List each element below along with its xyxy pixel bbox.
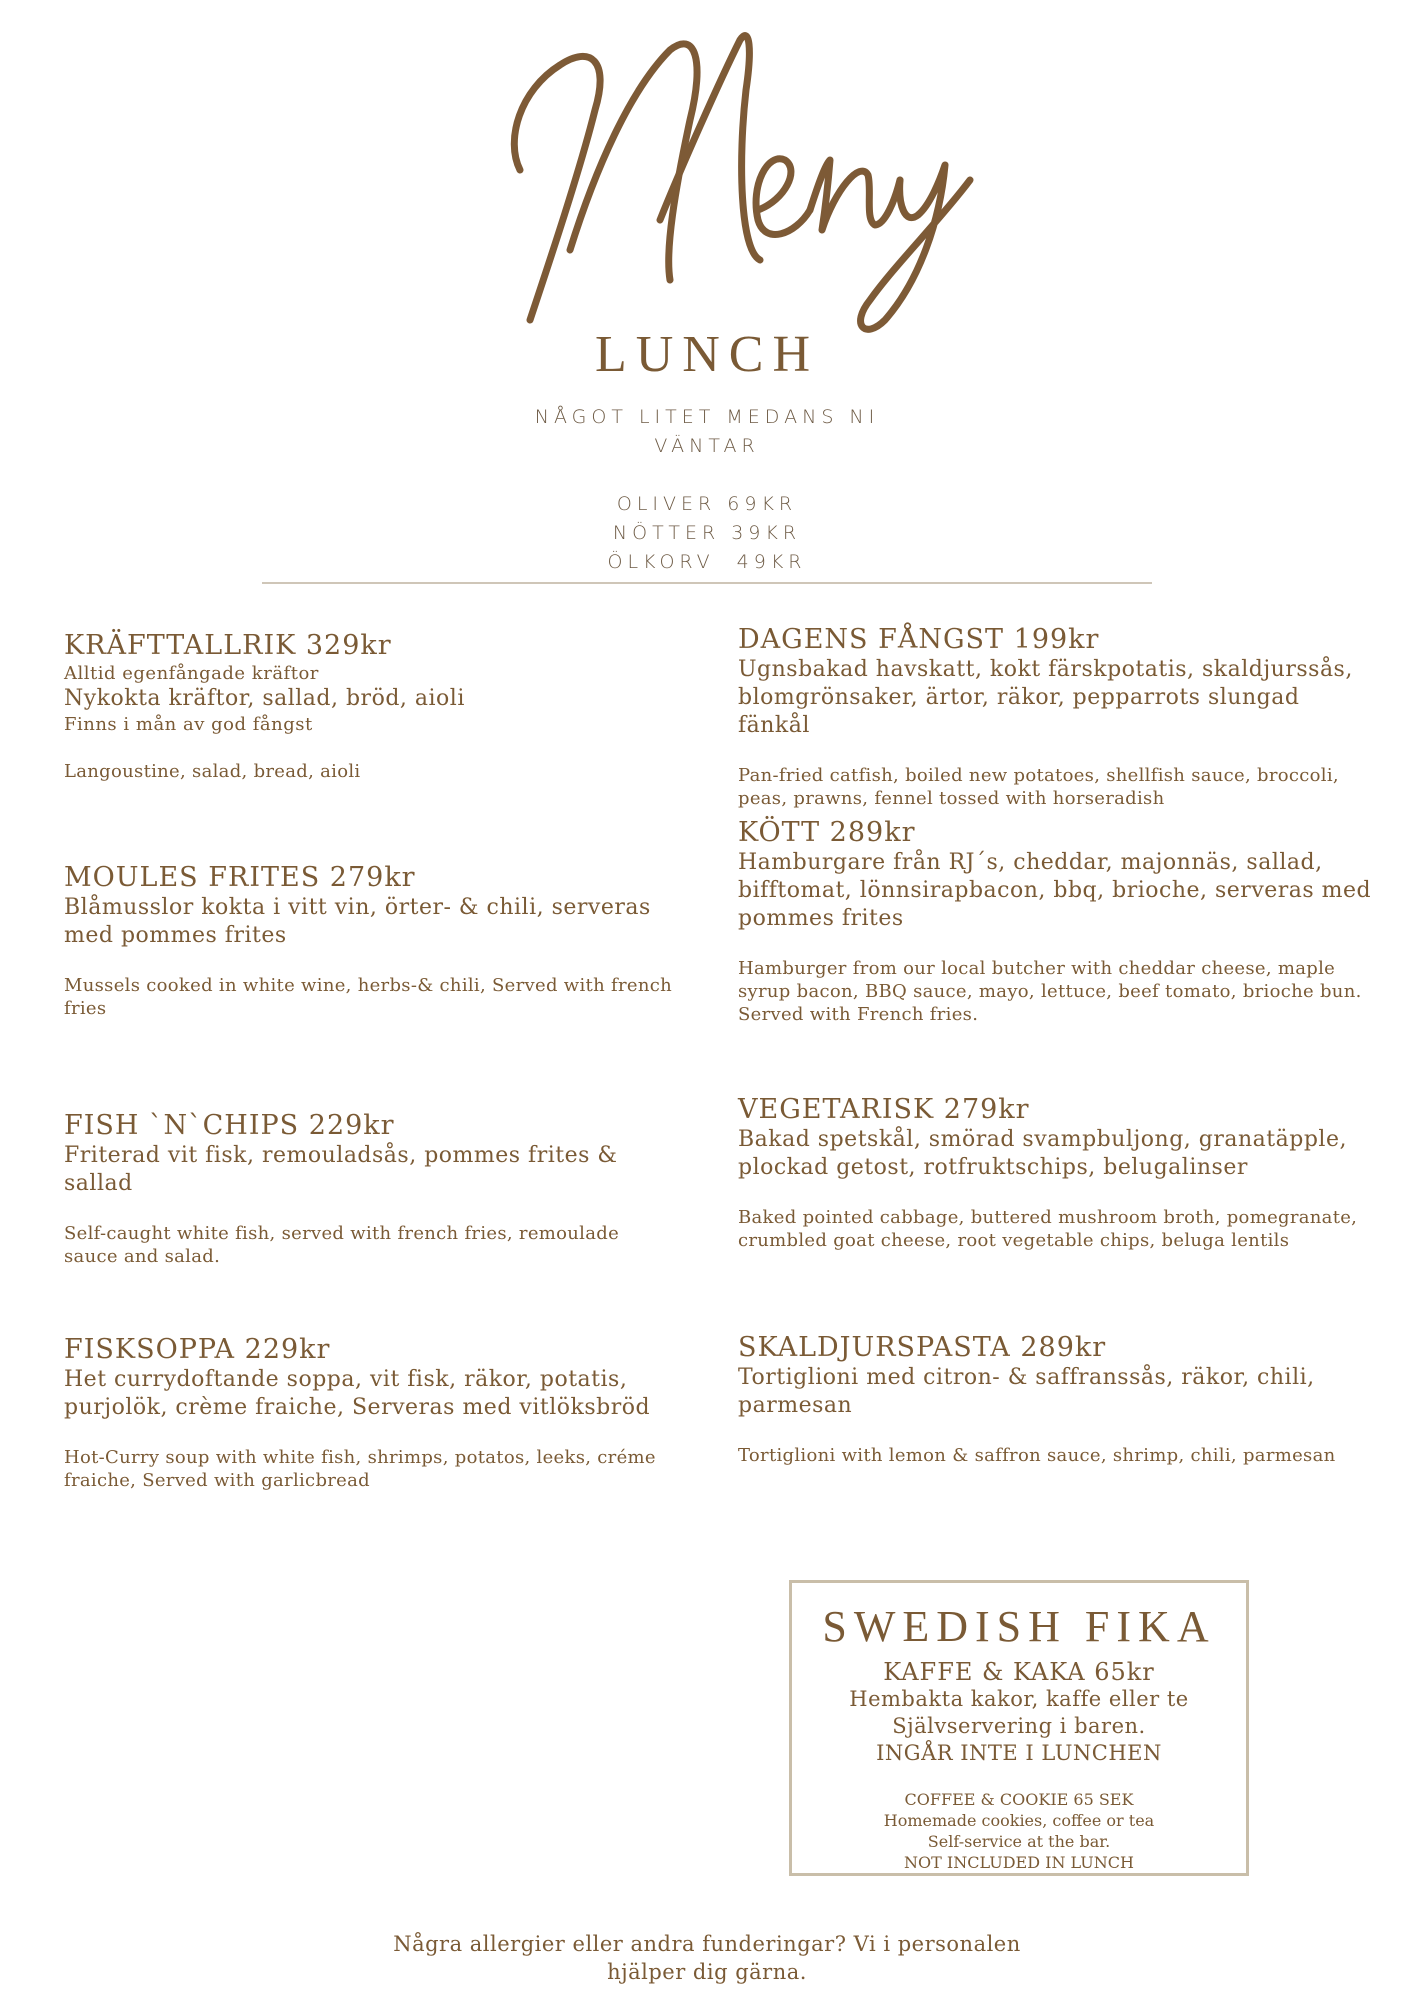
item-description-sv: Bakad spetskål, smörad svampbuljong, granatäpple, plockad getost, rotfruktschips, belugalinser <box>738 1127 1347 1180</box>
item-description-sv: Nykokta kräftor, sallad, bröd, aioli <box>64 686 465 711</box>
item-description-en: Baked pointed cabbage, buttered mushroom broth, pomegranate, crumbled goat cheese, root vegetable chips, beluga lentils <box>738 1207 1358 1251</box>
item-description-sv: Tortiglioni med citron- & saffranssås, räkor, chili, parmesan <box>738 1365 1315 1418</box>
menu-item-vegetarisk <box>738 1094 1378 1252</box>
item-description-en: Hot-Curry soup with white fish, shrimps, potatos, leeks, créme fraiche, Served with garlicbread <box>64 1447 656 1491</box>
item-description-sv: Hamburgare från RJ´s, cheddar, majonnäs, sallad, bifftomat, lönnsirapbacon, bbq, brioche, serveras med pommes frites <box>738 850 1372 931</box>
item-title: MOULES FRITES 279kr <box>64 862 416 893</box>
menu-item-fish <box>64 1110 674 1268</box>
item-description-en: Self-caught white fish, served with french fries, remoulade sauce and salad. <box>64 1223 620 1267</box>
item-description-en: Langoustine, salad, bread, aioli <box>64 761 361 782</box>
item-description-sv: Het currydoftande soppa, vit fisk, räkor, potatis, purjolök, crème fraiche, Serveras med vitlöksbröd <box>64 1367 651 1420</box>
allergy-footer <box>0 1930 1414 1986</box>
item-title: KÖTT 289kr <box>738 817 916 848</box>
item-description-sv: Friterad vit fisk, remouladsås, pommes frites & sallad <box>64 1143 618 1196</box>
footer-line: Några allergier eller andra funderingar? Vi i personalen <box>393 1932 1021 1956</box>
snack-intro-line: VÄNTAR <box>654 435 760 457</box>
item-note: Alltid egenfångade kräftor <box>64 663 319 684</box>
item-title: VEGETARISK 279kr <box>738 1094 1030 1125</box>
item-title: KRÄFTTALLRIK 329kr <box>64 630 392 661</box>
fika-description: Hembakta kakor, kaffe eller te <box>849 1687 1189 1711</box>
fika-english <box>792 1789 1246 1873</box>
menu-item-dagens <box>738 624 1378 810</box>
menu-item-pasta <box>738 1332 1378 1467</box>
swedish-fika-box <box>789 1580 1249 1876</box>
fika-not-included: INGÅR INTE I LUNCHEN <box>876 1741 1162 1765</box>
fika-title: SWEDISH FIKA <box>822 1602 1216 1651</box>
menu-item-krafttallrik <box>64 630 674 783</box>
item-title: FISKSOPPA 229kr <box>64 1334 331 1365</box>
item-note: Finns i mån av god fångst <box>64 714 313 735</box>
meny-script-logo <box>500 20 980 350</box>
snack-item: NÖTTER 39KR <box>612 522 802 544</box>
item-title: FISH `N`CHIPS 229kr <box>64 1110 395 1141</box>
menu-item-moules <box>64 862 674 1020</box>
item-description-sv: Ugnsbakad havskatt, kokt färskpotatis, skaldjurssås, blomgrönsaker, ärtor, räkor, pepparrots slungad fänkål <box>738 657 1353 738</box>
snack-item: ÖLKORV 49KR <box>607 551 807 573</box>
snack-list <box>0 490 1414 577</box>
item-description-en: Hamburger from our local butcher with cheddar cheese, maple syrup bacon, BBQ sauce, mayo, lettuce, beef tomato, brioche bun. Served with French fries. <box>738 958 1362 1025</box>
item-description-sv: Blåmusslor kokta i vitt vin, örter- & chili, serveras med pommes frites <box>64 895 651 948</box>
item-description-en: Pan-fried catfish, boiled new potatoes, shellfish sauce, broccoli, peas, prawns, fennel tossed with horseradish <box>738 765 1339 809</box>
fika-self-service: Självservering i baren. <box>892 1714 1146 1738</box>
snack-intro-line: NÅGOT LITET MEDANS NI <box>534 406 880 428</box>
item-title: DAGENS FÅNGST 199kr <box>738 624 1100 655</box>
item-description-en: Mussels cooked in white wine, herbs-& chili, Served with french fries <box>64 975 672 1019</box>
footer-line: hjälper dig gärna. <box>607 1960 807 1984</box>
fika-en-line: Self-service at the bar. <box>927 1832 1111 1851</box>
snack-intro <box>0 403 1414 461</box>
item-title: SKALDJURSPASTA 289kr <box>738 1332 1107 1363</box>
menu-item-kott <box>738 817 1378 1026</box>
fika-en-line: COFFEE & COOKIE 65 SEK <box>904 1790 1134 1809</box>
header-divider <box>262 582 1152 584</box>
menu-item-fisksoppa <box>64 1334 674 1492</box>
snack-item: OLIVER 69KR <box>616 493 798 515</box>
fika-price: KAFFE & KAKA 65kr <box>883 1658 1155 1686</box>
item-description-en: Tortiglioni with lemon & saffron sauce, shrimp, chili, parmesan <box>738 1445 1336 1466</box>
fika-en-line: NOT INCLUDED IN LUNCH <box>904 1853 1134 1872</box>
lunch-heading: LUNCH <box>594 326 820 383</box>
fika-en-line: Homemade cookies, coffee or tea <box>883 1811 1155 1830</box>
